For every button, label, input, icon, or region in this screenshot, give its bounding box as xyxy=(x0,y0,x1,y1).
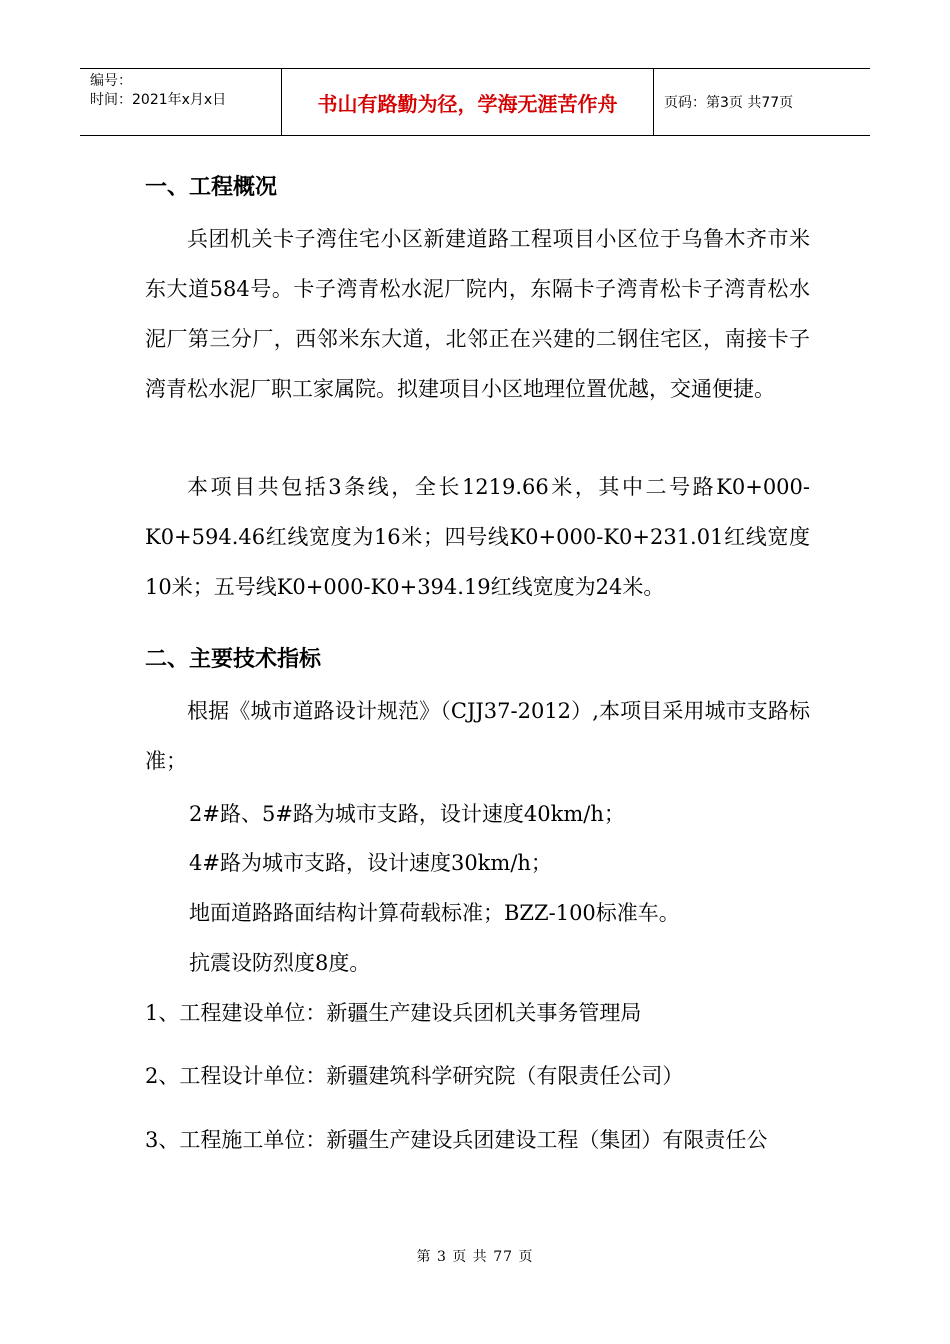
header-time: 时间：2021年x月x日 xyxy=(90,92,227,108)
section-title-technical: 二、主要技术指标 xyxy=(145,647,322,672)
overview-paragraph-location: 兵团机关卡子湾住宅小区新建道路工程项目小区位于乌鲁木齐市米东大道584号。卡子湾青松水泥厂院内，东隔卡子湾青松卡子湾青松水泥厂第三分厂，西邻米东大道，北邻正在兴建的二钢住宅区，南接卡子湾青松水泥厂职工家属院。拟建项目小区地理位置优越，交通便捷。 xyxy=(145,227,810,401)
header-meta xyxy=(80,69,282,135)
technical-paragraph-standard: 根据《城市道路设计规范》（CJJ37-2012）,本项目采用城市支路标准； xyxy=(145,699,810,773)
header-number: 编号： xyxy=(90,73,132,89)
header-page-info: 页码：第3页 共77页 xyxy=(664,95,794,111)
list-item-contractor: 3、工程施工单位：新疆生产建设兵团建设工程（集团）有限责任公 xyxy=(145,1128,768,1152)
technical-line-load: 地面道路路面结构计算荷载标准；BZZ-100标准车。 xyxy=(189,901,680,925)
list-item-designer: 2、工程设计单位：新疆建筑科学研究院（有限责任公司） xyxy=(145,1064,684,1088)
page-footer: 第 3 页 共 77 页 xyxy=(416,1249,534,1265)
technical-line-speed-2-5: 2#路、5#路为城市支路，设计速度40km/h； xyxy=(189,802,625,826)
overview-paragraph-routes: 本项目共包括3条线，全长1219.66米，其中二号路K0+000-K0+594.46红线宽度为16米；四号线K0+000-K0+231.01红线宽度10米；五号线K0+000-K0+394.19红线宽度为24米。 xyxy=(145,475,810,599)
technical-line-seismic: 抗震设防烈度8度。 xyxy=(189,951,371,975)
section-title-overview: 一、工程概况 xyxy=(145,175,278,200)
header-motto: 书山有路勤为径，学海无涯苦作舟 xyxy=(282,69,654,135)
technical-line-speed-4: 4#路为城市支路，设计速度30km/h； xyxy=(189,851,552,875)
page-header xyxy=(80,68,870,136)
list-item-owner: 1、工程建设单位：新疆生产建设兵团机关事务管理局 xyxy=(145,1001,642,1025)
